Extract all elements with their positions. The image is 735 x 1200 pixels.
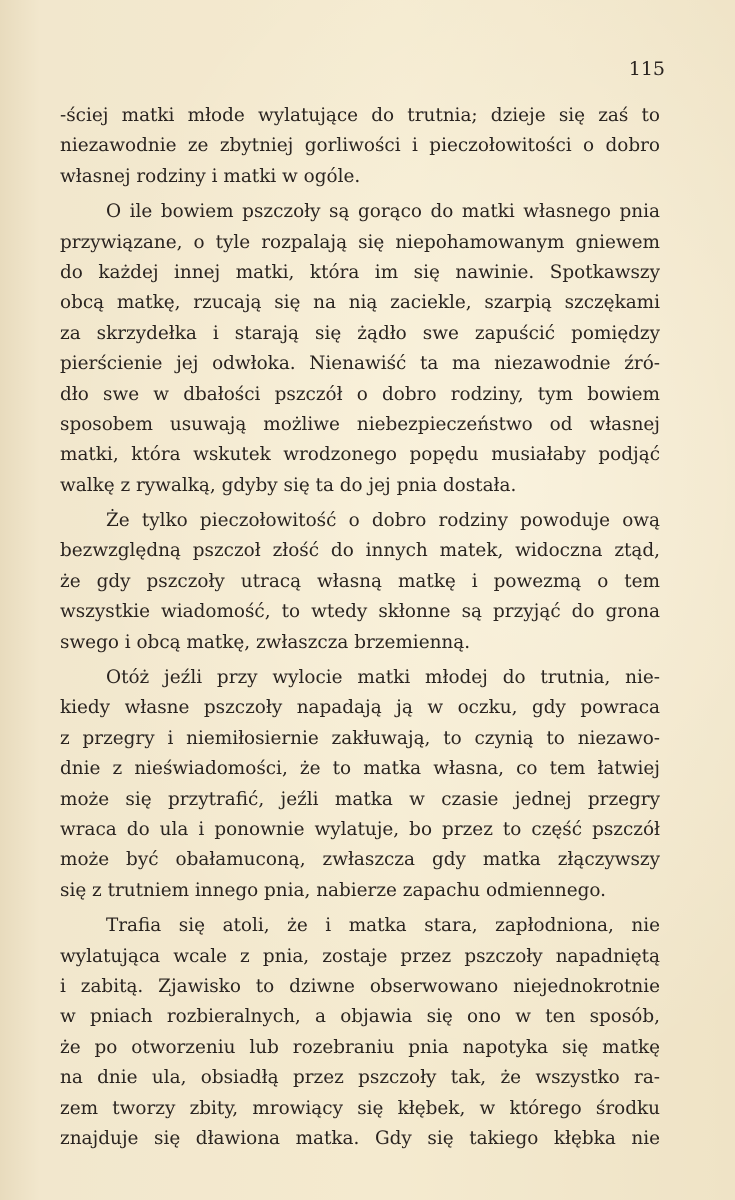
text-line: matki, która wskutek wrodzonego popędu musiałaby podjąć [60, 444, 660, 466]
text-line: za skrzydełka i starają się żądło swe zapuścić pomiędzy [60, 322, 660, 344]
text-line: Że tylko pieczołowitość o dobro rodziny powoduje ową [106, 510, 660, 532]
text-line: i zabitą. Zjawisko to dziwne obserwowano niejednokrotnie [60, 975, 660, 997]
text-line: może się przytrafić, jeźli matka w czasie jednej przegry [60, 788, 660, 810]
text-line: -ściej matki młode wylatujące do trutnia; dzieje się zaś to [60, 105, 660, 126]
text-line: Trafia się atoli, że i matka stara, zapłodniona, nie [106, 915, 660, 937]
text-line: na dnie ula, obsiadłą przez pszczoły tak, że wszystko ra- [60, 1067, 660, 1089]
body-text [60, 101, 660, 1154]
paragraph [60, 911, 660, 1154]
paragraph [60, 197, 660, 501]
text-line: obcą matkę, rzucają się na nią zaciekle, szarpią szczękami [60, 292, 660, 314]
text-line: zem tworzy zbity, mrowiący się kłębek, w którego środku [60, 1097, 660, 1119]
text-line: znajduje się dławiona matka. Gdy się takiego kłębka nie [60, 1127, 660, 1149]
text-line: dnie z nieświadomości, że to matka własna, co tem łatwiej [60, 758, 660, 780]
text-line: wylatująca wcale z pnia, zostaje przez pszczoły napadniętą [60, 945, 660, 967]
text-line: bezwzględną pszczoł złość do innych matek, widoczna ztąd, [60, 540, 660, 562]
text-line: się z trutniem innego pnia, nabierze zapachu odmiennego. [60, 879, 606, 901]
page-number: 115 [628, 58, 665, 80]
text-line: przywiązane, o tyle rozpalają się niepohamowanym gniewem [60, 231, 660, 253]
paragraph [60, 663, 660, 906]
text-line: z przegry i niemiłosiernie zakłuwają, to czynią to niezawo- [60, 727, 660, 749]
text-line: pierścienie jej odwłoka. Nienawiść ta ma niezawodnie źró- [60, 353, 660, 375]
text-line: w pniach rozbieralnych, a objawia się ono w ten sposób, [60, 1006, 660, 1028]
paragraph [60, 101, 660, 192]
text-line: walkę z rywalką, gdyby się ta do jej pnia dostała. [60, 474, 517, 496]
text-line: własnej rodziny i matki w ogóle. [60, 165, 361, 187]
text-line: wszystkie wiadomość, to wtedy skłonne są przyjąć do grona [60, 601, 660, 623]
text-line: sposobem usuwają możliwe niebezpieczeństwo od własnej [60, 413, 660, 435]
text-line: kiedy własne pszczoły napadają ją w oczku, gdy powraca [60, 697, 660, 719]
text-line: do każdej innej matki, która im się nawinie. Spotkawszy [60, 261, 660, 283]
text-line: O ile bowiem pszczoły są gorąco do matki własnego pnia [106, 201, 660, 223]
text-line: swego i obcą matkę, zwłaszcza brzemienną. [60, 631, 471, 653]
text-line: dło swe w dbałości pszczół o dobro rodziny, tym bowiem [60, 383, 660, 405]
text-line: wraca do ula i ponownie wylatuje, bo przez to część pszczół [60, 818, 660, 840]
text-line: że po otworzeniu lub rozebraniu pnia napotyka się matkę [60, 1036, 660, 1058]
paragraph [60, 506, 660, 658]
text-line: że gdy pszczoły utracą własną matkę i powezmą o tem [60, 570, 660, 592]
text-line: niezawodnie ze zbytniej gorliwości i pieczołowitości o dobro [60, 135, 660, 157]
text-line: Otóż jeźli przy wylocie matki młodej do trutnia, nie- [106, 667, 660, 689]
text-line: może być obałamuconą, zwłaszcza gdy matka złączywszy [60, 849, 660, 871]
